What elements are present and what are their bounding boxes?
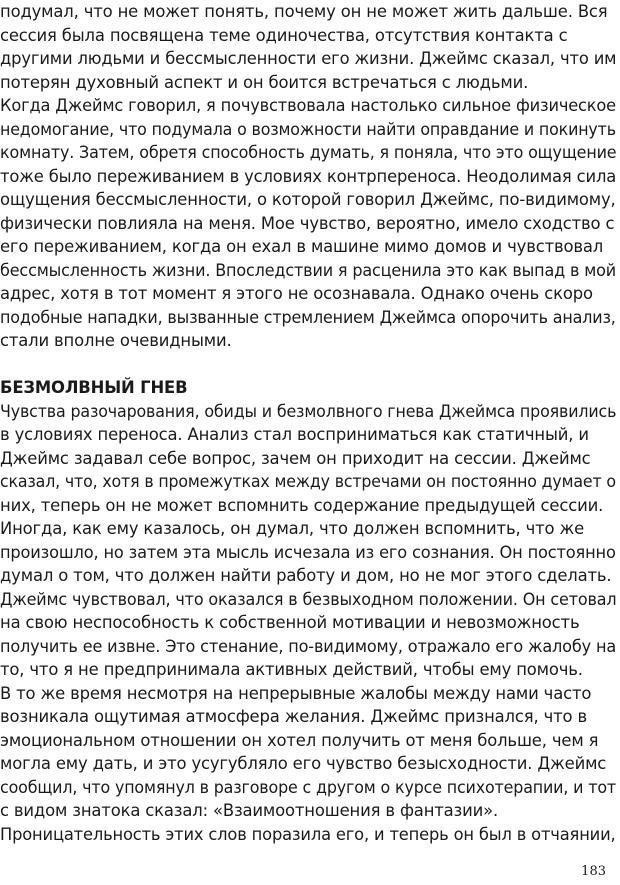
paragraph-2-line-2: недомогание, что подумала о возможности найти оправдание и покинуть <box>0 119 616 139</box>
page-number: 183 <box>581 864 606 879</box>
paragraph-2-line-9: адрес, хотя в тот момент я этого не осознавала. Однако очень скоро <box>0 284 593 303</box>
paragraph-2-line-4: тоже было переживанием в условиях контрпереноса. Неодолимая сила <box>0 166 617 186</box>
paragraph-1-line-2: сессия была посвящена теме одиночества, отсутствия контакта с <box>0 25 568 45</box>
paragraph-2-line-10: подобные нападки, вызванные стремлением Джеймса опорочить анализ, <box>0 307 616 327</box>
paragraph-1-line-1: подумал, что не может понять, почему он не может жить дальше. Вся <box>0 2 608 21</box>
paragraph-3-line-10: на свою неспособность к собственной мотивации и невозможность <box>0 613 580 632</box>
paragraph-3-line-5: них, теперь он не может вспомнить содержание предыдущей сессии. <box>0 495 604 515</box>
paragraph-2-line-11: стали вполне очевидными. <box>0 331 232 350</box>
paragraph-4-line-4: могла ему дать, и это усугубляло его чувство безысходности. Джеймс <box>0 754 607 773</box>
paragraph-3-line-12: то, что я не предпринимала активных действий, чтобы ему помочь. <box>0 660 583 679</box>
paragraph-3-line-1: Чувства разочарования, обиды и безмолвного гнева Джеймса проявились <box>0 401 617 421</box>
paragraph-3-line-7: произошло, но затем эта мысль исчезала из его сознания. Он постоянно <box>0 542 616 562</box>
paragraph-2-line-3: комнату. Затем, обретя способность думать, я поняла, что это ощущение <box>0 143 617 162</box>
paragraph-3-line-9: Джеймс чувствовал, что оказался в безвыходном положении. Он сетовал <box>0 589 617 609</box>
paragraph-1-line-4: потерян духовный аспект и он боится встречаться с людьми. <box>0 72 529 92</box>
paragraph-3-line-6: Иногда, как ему казалось, он думал, что должен вспомнить, что же <box>0 519 585 538</box>
paragraph-3-line-8: думал о том, что должен найти работу и дом, но не мог этого сделать. <box>0 566 612 585</box>
paragraph-2-line-7: его переживанием, когда он ехал в машине мимо домов и чувствовал <box>0 237 604 256</box>
paragraph-4-line-5: сообщил, что упомянул в разговоре с другом о курсе психотерапии, и тот <box>0 777 617 797</box>
paragraph-2-line-6: физически повлияла на меня. Мое чувство, вероятно, имело сходство с <box>0 213 615 233</box>
paragraph-3-line-2: в условиях переноса. Анализ стал восприниматься как статичный, и <box>0 425 589 444</box>
paragraph-3-line-3: Джеймс задавал себе вопрос, зачем он приходит на сессии. Джеймс <box>0 448 591 468</box>
paragraph-2-line-1: Когда Джеймс говорил, я почувствовала настолько сильное физическое <box>0 96 616 115</box>
paragraph-3-line-11: получить ее извне. Это стенание, по-видимому, отражало его жалобу на <box>0 636 617 656</box>
paragraph-4-line-3: эмоциональном отношении он хотел получить от меня больше, чем я <box>0 730 599 750</box>
paragraph-1-line-3: другими людьми и бессмысленности его жизни. Джеймс сказал, что им <box>0 49 617 68</box>
paragraph-4-line-6: с видом знатока сказал: «Взаимоотношения в фантазии». <box>0 801 499 820</box>
paragraph-4-line-2: возникала ощутимая атмосфера желания. Джеймс признался, что в <box>0 707 587 726</box>
paragraph-4-line-7: Проницательность этих слов поразила его, и теперь он был в отчаянии, <box>0 824 616 844</box>
paragraph-3-line-4: сказал, что, хотя в промежутках между встречами он постоянно думает о <box>0 472 616 491</box>
section-heading: БЕЗМОЛВНЫЙ ГНЕВ <box>0 378 188 397</box>
paragraph-2-line-5: ощущения бессмысленности, о которой говорил Джеймс, по-видимому, <box>0 190 616 209</box>
paragraph-2-line-8: бессмысленность жизни. Впоследствии я расценила это как выпад в мой <box>0 260 617 280</box>
paragraph-4-line-1: В то же время несмотря на непрерывные жалобы между нами часто <box>0 683 592 703</box>
